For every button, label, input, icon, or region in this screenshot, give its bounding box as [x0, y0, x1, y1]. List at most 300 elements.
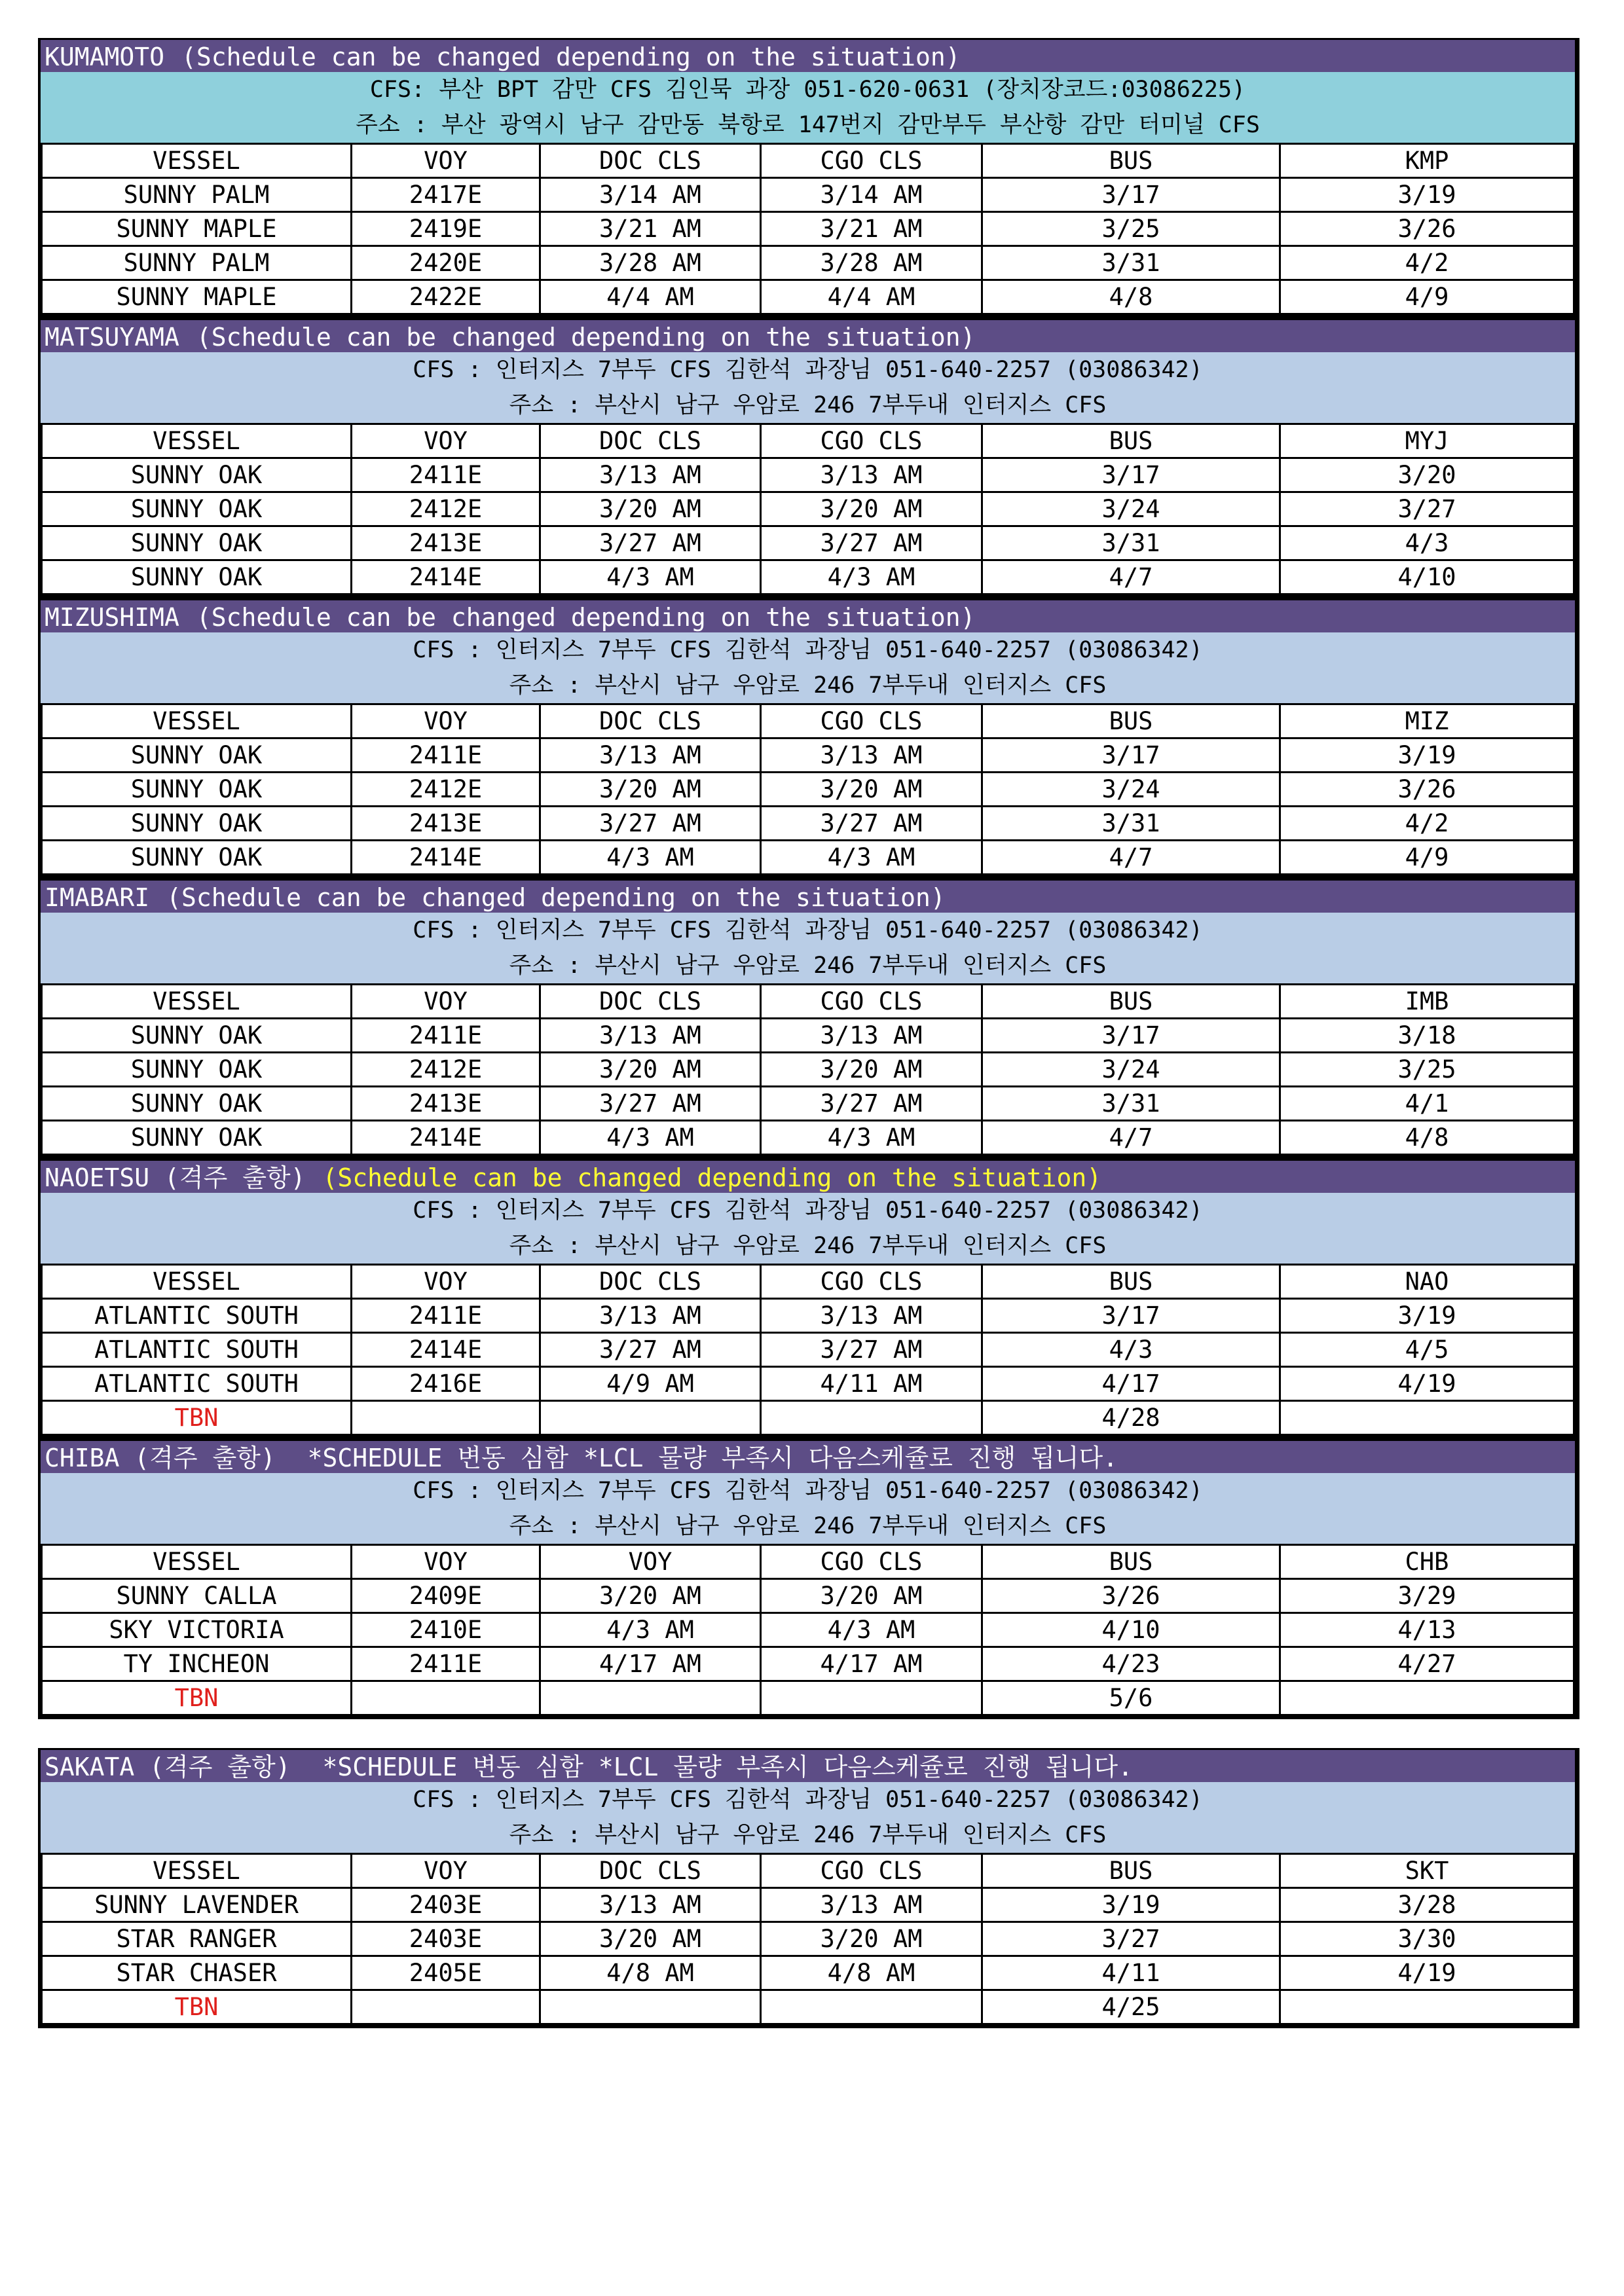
table-row: [42, 1299, 1574, 1333]
table-cell: 4/2: [1280, 807, 1574, 841]
table-cell: 4/13: [1280, 1613, 1574, 1647]
table-cell: STAR RANGER: [42, 1922, 352, 1956]
table-cell: 3/13 AM: [761, 458, 982, 492]
table-row: [42, 1367, 1574, 1401]
table-cell: SUNNY OAK: [42, 1053, 352, 1087]
table-row: [42, 1956, 1574, 1990]
table-cell: 3/28 AM: [761, 246, 982, 280]
table-row: [42, 1053, 1574, 1087]
table-cell: 3/27 AM: [540, 526, 761, 560]
column-header: CGO CLS: [761, 704, 982, 738]
table-cell: TY INCHEON: [42, 1647, 352, 1681]
column-header: VESSEL: [42, 1854, 352, 1888]
table-cell: 3/13 AM: [761, 1019, 982, 1053]
schedule-note: (Schedule can be changed depending on the situation): [181, 43, 961, 71]
schedule-section: [38, 879, 1579, 1159]
section-title-bar: [41, 1748, 1575, 1782]
table-row: [42, 458, 1574, 492]
table-cell: 3/27 AM: [761, 1087, 982, 1121]
schedule-note: (Schedule can be changed depending on the situation): [196, 603, 976, 632]
column-header: DOC CLS: [540, 144, 761, 178]
table-cell: 3/13 AM: [540, 1299, 761, 1333]
table-cell: SUNNY OAK: [42, 807, 352, 841]
table-cell: [1280, 1681, 1574, 1715]
table-cell: 3/27: [1280, 492, 1574, 526]
table-cell: 3/20 AM: [761, 1922, 982, 1956]
table-cell: SUNNY OAK: [42, 1087, 352, 1121]
table-cell: 3/13 AM: [540, 1888, 761, 1922]
schedule-note: (Schedule can be changed depending on the situation): [166, 883, 946, 912]
table-cell: [352, 1990, 540, 2024]
table-cell: 5/6: [982, 1681, 1280, 1715]
table-cell: 4/11 AM: [761, 1367, 982, 1401]
port-name: IMABARI: [45, 883, 150, 912]
cfs-address: 주소 : 부산시 남구 우암로 246 7부두내 인터지스 CFS: [509, 953, 1107, 979]
column-header: BUS: [982, 985, 1280, 1019]
column-header: DOC CLS: [540, 985, 761, 1019]
table-cell: ATLANTIC SOUTH: [42, 1299, 352, 1333]
column-header: MYJ: [1280, 424, 1574, 458]
table-cell: 4/25: [982, 1990, 1280, 2024]
table-header-row: [42, 704, 1574, 738]
column-header: MIZ: [1280, 704, 1574, 738]
table-cell: 4/10: [982, 1613, 1280, 1647]
table-cell: 4/27: [1280, 1647, 1574, 1681]
table-row: [42, 280, 1574, 314]
table-cell: 3/30: [1280, 1922, 1574, 1956]
port-name: MATSUYAMA: [45, 323, 179, 352]
table-cell: 2411E: [352, 1299, 540, 1333]
table-cell: 3/13 AM: [540, 1019, 761, 1053]
table-row: [42, 1087, 1574, 1121]
table-cell: 3/28: [1280, 1888, 1574, 1922]
schedule-table: [41, 1853, 1575, 2025]
table-cell: 3/20 AM: [540, 1922, 761, 1956]
cfs-info-box: [41, 352, 1575, 423]
column-header: VESSEL: [42, 704, 352, 738]
table-row: [42, 1681, 1574, 1715]
table-cell: 2414E: [352, 1121, 540, 1155]
table-header-row: [42, 1545, 1574, 1579]
table-cell: 3/24: [982, 492, 1280, 526]
table-cell: 2411E: [352, 1019, 540, 1053]
table-cell: 4/8 AM: [761, 1956, 982, 1990]
table-cell: 3/25: [982, 212, 1280, 246]
table-cell: SUNNY OAK: [42, 526, 352, 560]
cfs-contact: CFS : 인터지스 7부두 CFS 김한석 과장님 051-640-2257 (03086342): [413, 637, 1203, 663]
table-cell: 4/4 AM: [540, 280, 761, 314]
cfs-address: 주소 : 부산시 남구 우암로 246 7부두내 인터지스 CFS: [509, 392, 1107, 418]
table-cell: 2416E: [352, 1367, 540, 1401]
column-header: VOY: [352, 1545, 540, 1579]
table-cell: 3/31: [982, 1087, 1280, 1121]
table-cell: 3/26: [1280, 773, 1574, 807]
table-cell: 4/23: [982, 1647, 1280, 1681]
schedule-section: [38, 1159, 1579, 1439]
table-row: [42, 1333, 1574, 1367]
column-header: BUS: [982, 144, 1280, 178]
table-cell: [352, 1681, 540, 1715]
cfs-contact: CFS: 부산 BPT 감만 CFS 김인묵 과장 051-620-0631 (장치장코드:03086225): [369, 77, 1246, 103]
table-cell: 4/9: [1280, 280, 1574, 314]
table-row: [42, 246, 1574, 280]
table-cell: [761, 1681, 982, 1715]
table-cell: 3/27: [982, 1922, 1280, 1956]
table-cell: STAR CHASER: [42, 1956, 352, 1990]
table-cell: [1280, 1990, 1574, 2024]
table-cell: 4/3 AM: [540, 560, 761, 594]
table-cell: SUNNY LAVENDER: [42, 1888, 352, 1922]
table-row: [42, 1647, 1574, 1681]
port-name: NAOETSU (격주 출항): [45, 1163, 306, 1192]
table-cell: 3/20 AM: [761, 1053, 982, 1087]
table-row: [42, 1121, 1574, 1155]
table-cell: 4/10: [1280, 560, 1574, 594]
table-cell: 2413E: [352, 1087, 540, 1121]
column-header: DOC CLS: [540, 1854, 761, 1888]
table-cell: 3/17: [982, 178, 1280, 212]
column-header: VOY: [352, 1854, 540, 1888]
table-cell: 4/5: [1280, 1333, 1574, 1367]
table-cell: 3/17: [982, 458, 1280, 492]
table-cell: SUNNY OAK: [42, 1019, 352, 1053]
cfs-address: 주소 : 부산시 남구 우암로 246 7부두내 인터지스 CFS: [509, 1822, 1107, 1848]
column-header: DOC CLS: [540, 1265, 761, 1299]
column-header: VOY: [352, 1265, 540, 1299]
table-cell: 3/19: [982, 1888, 1280, 1922]
table-cell: 4/3 AM: [540, 841, 761, 875]
table-cell: 2411E: [352, 1647, 540, 1681]
table-cell: 3/20 AM: [540, 1579, 761, 1613]
table-cell: 3/20 AM: [761, 1579, 982, 1613]
table-cell: 4/8: [1280, 1121, 1574, 1155]
cfs-address: 주소 : 부산시 남구 우암로 246 7부두내 인터지스 CFS: [509, 1233, 1107, 1259]
cfs-info-box: [41, 913, 1575, 983]
table-cell: 4/7: [982, 1121, 1280, 1155]
port-name: CHIBA (격주 출항): [45, 1444, 276, 1472]
table-cell: SUNNY OAK: [42, 492, 352, 526]
table-cell: 4/9 AM: [540, 1367, 761, 1401]
table-cell: 4/17: [982, 1367, 1280, 1401]
table-cell: 2412E: [352, 492, 540, 526]
table-cell: SUNNY PALM: [42, 178, 352, 212]
table-cell: 3/20 AM: [540, 773, 761, 807]
table-cell: 2412E: [352, 773, 540, 807]
port-name: SAKATA (격주 출항): [45, 1753, 291, 1781]
table-cell: [540, 1681, 761, 1715]
column-header: CGO CLS: [761, 1854, 982, 1888]
schedule-section: [38, 1439, 1579, 1719]
cfs-info-box: [41, 72, 1575, 143]
table-cell: 2414E: [352, 560, 540, 594]
table-cell: 4/9: [1280, 841, 1574, 875]
section-title-bar: [41, 38, 1575, 72]
table-cell: 3/25: [1280, 1053, 1574, 1087]
column-header: VOY: [352, 704, 540, 738]
table-cell: 3/19: [1280, 1299, 1574, 1333]
table-cell: TBN: [42, 1990, 352, 2024]
table-cell: 3/31: [982, 807, 1280, 841]
section-title-bar: [41, 1439, 1575, 1473]
table-cell: 3/28 AM: [540, 246, 761, 280]
table-cell: 4/2: [1280, 246, 1574, 280]
column-header: BUS: [982, 1545, 1280, 1579]
table-cell: 3/13 AM: [761, 738, 982, 773]
column-header: NAO: [1280, 1265, 1574, 1299]
cfs-contact: CFS : 인터지스 7부두 CFS 김한석 과장님 051-640-2257 (03086342): [413, 357, 1203, 383]
table-cell: 3/29: [1280, 1579, 1574, 1613]
column-header: VESSEL: [42, 424, 352, 458]
table-cell: 2413E: [352, 807, 540, 841]
table-cell: 3/14 AM: [540, 178, 761, 212]
column-header: BUS: [982, 1854, 1280, 1888]
table-cell: 4/8 AM: [540, 1956, 761, 1990]
table-row: [42, 807, 1574, 841]
table-cell: 2403E: [352, 1888, 540, 1922]
table-header-row: [42, 1265, 1574, 1299]
column-header: VESSEL: [42, 144, 352, 178]
column-header: IMB: [1280, 985, 1574, 1019]
schedule-table: [41, 703, 1575, 875]
column-header: CGO CLS: [761, 985, 982, 1019]
table-row: [42, 1990, 1574, 2024]
table-cell: SUNNY OAK: [42, 560, 352, 594]
cfs-info-box: [41, 1473, 1575, 1544]
table-cell: 4/3 AM: [761, 841, 982, 875]
table-row: [42, 1888, 1574, 1922]
table-cell: 3/27 AM: [540, 1087, 761, 1121]
column-header: VESSEL: [42, 1265, 352, 1299]
table-cell: [761, 1990, 982, 2024]
table-cell: 2411E: [352, 458, 540, 492]
table-cell: 4/1: [1280, 1087, 1574, 1121]
schedule-note: (Schedule can be changed depending on the situation): [322, 1163, 1102, 1192]
table-cell: 3/13 AM: [540, 738, 761, 773]
table-cell: ATLANTIC SOUTH: [42, 1367, 352, 1401]
schedule-table: [41, 983, 1575, 1156]
table-cell: 2409E: [352, 1579, 540, 1613]
column-header: CGO CLS: [761, 424, 982, 458]
schedule-table: [41, 143, 1575, 315]
table-cell: 4/7: [982, 560, 1280, 594]
cfs-contact: CFS : 인터지스 7부두 CFS 김한석 과장님 051-640-2257 (03086342): [413, 1197, 1203, 1224]
column-header: CGO CLS: [761, 144, 982, 178]
table-cell: [540, 1990, 761, 2024]
table-cell: [352, 1401, 540, 1435]
port-name: KUMAMOTO: [45, 43, 165, 71]
table-cell: 3/18: [1280, 1019, 1574, 1053]
column-header: DOC CLS: [540, 704, 761, 738]
table-cell: 3/21 AM: [540, 212, 761, 246]
table-cell: 4/3 AM: [540, 1121, 761, 1155]
table-cell: 3/14 AM: [761, 178, 982, 212]
cfs-info-box: [41, 1782, 1575, 1853]
table-cell: 3/17: [982, 1299, 1280, 1333]
table-row: [42, 560, 1574, 594]
table-cell: 3/20 AM: [540, 492, 761, 526]
table-row: [42, 526, 1574, 560]
table-cell: SUNNY CALLA: [42, 1579, 352, 1613]
column-header: BUS: [982, 1265, 1280, 1299]
table-cell: 2417E: [352, 178, 540, 212]
table-row: [42, 773, 1574, 807]
section-title-bar: [41, 598, 1575, 632]
table-row: [42, 212, 1574, 246]
table-cell: 4/19: [1280, 1956, 1574, 1990]
cfs-address: 주소 : 부산시 남구 우암로 246 7부두내 인터지스 CFS: [509, 1513, 1107, 1539]
column-header: SKT: [1280, 1854, 1574, 1888]
table-cell: SUNNY OAK: [42, 738, 352, 773]
table-cell: SKY VICTORIA: [42, 1613, 352, 1647]
table-row: [42, 738, 1574, 773]
table-cell: 3/13 AM: [761, 1888, 982, 1922]
table-cell: 3/31: [982, 246, 1280, 280]
table-cell: SUNNY MAPLE: [42, 212, 352, 246]
table-cell: 3/20 AM: [761, 492, 982, 526]
table-cell: ATLANTIC SOUTH: [42, 1333, 352, 1367]
table-cell: 3/24: [982, 1053, 1280, 1087]
schedule-note: *SCHEDULE 변동 심함 *LCL 물량 부족시 다음스케쥴로 진행 됩니다.: [307, 1753, 1133, 1781]
table-cell: [761, 1401, 982, 1435]
cfs-contact: CFS : 인터지스 7부두 CFS 김한석 과장님 051-640-2257 (03086342): [413, 1787, 1203, 1813]
table-cell: [1280, 1401, 1574, 1435]
column-header: VOY: [540, 1545, 761, 1579]
schedule-sheet: [38, 38, 1579, 2028]
cfs-contact: CFS : 인터지스 7부두 CFS 김한석 과장님 051-640-2257 (03086342): [413, 1478, 1203, 1504]
table-cell: 3/31: [982, 526, 1280, 560]
table-cell: SUNNY MAPLE: [42, 280, 352, 314]
table-cell: 4/7: [982, 841, 1280, 875]
table-cell: 2412E: [352, 1053, 540, 1087]
section-title-bar: [41, 318, 1575, 352]
table-cell: TBN: [42, 1681, 352, 1715]
table-cell: [540, 1401, 761, 1435]
table-cell: 3/27 AM: [761, 807, 982, 841]
table-cell: 3/17: [982, 1019, 1280, 1053]
column-header: KMP: [1280, 144, 1574, 178]
schedule-section: [38, 598, 1579, 879]
table-cell: SUNNY OAK: [42, 458, 352, 492]
table-cell: SUNNY OAK: [42, 841, 352, 875]
table-header-row: [42, 985, 1574, 1019]
table-cell: 2414E: [352, 841, 540, 875]
table-header-row: [42, 424, 1574, 458]
column-header: CGO CLS: [761, 1545, 982, 1579]
table-cell: 3/24: [982, 773, 1280, 807]
table-cell: 3/13 AM: [761, 1299, 982, 1333]
table-cell: 2419E: [352, 212, 540, 246]
table-cell: 2413E: [352, 526, 540, 560]
table-cell: 4/3: [982, 1333, 1280, 1367]
cfs-address: 주소 : 부산 광역시 남구 감만동 북항로 147번지 감만부두 부산항 감만 터미널 CFS: [356, 112, 1260, 138]
table-header-row: [42, 144, 1574, 178]
table-cell: 4/3 AM: [761, 1613, 982, 1647]
table-cell: 3/27 AM: [540, 807, 761, 841]
table-row: [42, 1922, 1574, 1956]
schedule-section: [38, 1748, 1579, 2028]
table-cell: SUNNY OAK: [42, 1121, 352, 1155]
column-header: VESSEL: [42, 985, 352, 1019]
column-header: CGO CLS: [761, 1265, 982, 1299]
table-row: [42, 492, 1574, 526]
schedule-section: [38, 38, 1579, 318]
table-cell: 3/27 AM: [761, 526, 982, 560]
column-header: VOY: [352, 144, 540, 178]
schedule-section: [38, 318, 1579, 598]
table-cell: TBN: [42, 1401, 352, 1435]
table-cell: SUNNY PALM: [42, 246, 352, 280]
table-row: [42, 1613, 1574, 1647]
column-header: VOY: [352, 424, 540, 458]
table-header-row: [42, 1854, 1574, 1888]
table-cell: 2414E: [352, 1333, 540, 1367]
section-title-bar: [41, 1159, 1575, 1193]
table-cell: 3/20 AM: [761, 773, 982, 807]
port-name: MIZUSHIMA: [45, 603, 179, 632]
table-cell: 3/21 AM: [761, 212, 982, 246]
table-cell: 4/3: [1280, 526, 1574, 560]
column-header: CHB: [1280, 1545, 1574, 1579]
table-cell: 4/28: [982, 1401, 1280, 1435]
column-header: VOY: [352, 985, 540, 1019]
cfs-info-box: [41, 632, 1575, 703]
table-cell: 3/27 AM: [761, 1333, 982, 1367]
table-cell: 3/26: [1280, 212, 1574, 246]
table-cell: 2405E: [352, 1956, 540, 1990]
cfs-contact: CFS : 인터지스 7부두 CFS 김한석 과장님 051-640-2257 (03086342): [413, 917, 1203, 943]
table-cell: 3/19: [1280, 178, 1574, 212]
table-row: [42, 1019, 1574, 1053]
schedule-table: [41, 1544, 1575, 1716]
schedule-table: [41, 1264, 1575, 1436]
column-header: BUS: [982, 704, 1280, 738]
table-cell: 4/17 AM: [761, 1647, 982, 1681]
table-cell: 2403E: [352, 1922, 540, 1956]
table-row: [42, 1579, 1574, 1613]
table-cell: 4/3 AM: [540, 1613, 761, 1647]
table-cell: 4/3 AM: [761, 560, 982, 594]
table-cell: 4/4 AM: [761, 280, 982, 314]
table-cell: 3/17: [982, 738, 1280, 773]
table-row: [42, 841, 1574, 875]
table-cell: 3/26: [982, 1579, 1280, 1613]
table-cell: 3/19: [1280, 738, 1574, 773]
schedule-table: [41, 423, 1575, 595]
table-cell: 2420E: [352, 246, 540, 280]
table-cell: 2410E: [352, 1613, 540, 1647]
column-header: VESSEL: [42, 1545, 352, 1579]
table-cell: 4/8: [982, 280, 1280, 314]
table-row: [42, 1401, 1574, 1435]
table-cell: 2422E: [352, 280, 540, 314]
schedule-note: *SCHEDULE 변동 심함 *LCL 물량 부족시 다음스케쥴로 진행 됩니다.: [292, 1444, 1118, 1472]
cfs-info-box: [41, 1193, 1575, 1264]
section-title-bar: [41, 879, 1575, 913]
column-header: BUS: [982, 424, 1280, 458]
table-cell: 2411E: [352, 738, 540, 773]
cfs-address: 주소 : 부산시 남구 우암로 246 7부두내 인터지스 CFS: [509, 672, 1107, 699]
table-cell: 3/20 AM: [540, 1053, 761, 1087]
schedule-note: (Schedule can be changed depending on the situation): [196, 323, 976, 352]
table-cell: SUNNY OAK: [42, 773, 352, 807]
table-cell: 4/17 AM: [540, 1647, 761, 1681]
table-cell: 4/19: [1280, 1367, 1574, 1401]
column-header: DOC CLS: [540, 424, 761, 458]
table-cell: 3/13 AM: [540, 458, 761, 492]
table-cell: 3/27 AM: [540, 1333, 761, 1367]
table-cell: 4/11: [982, 1956, 1280, 1990]
table-cell: 4/3 AM: [761, 1121, 982, 1155]
